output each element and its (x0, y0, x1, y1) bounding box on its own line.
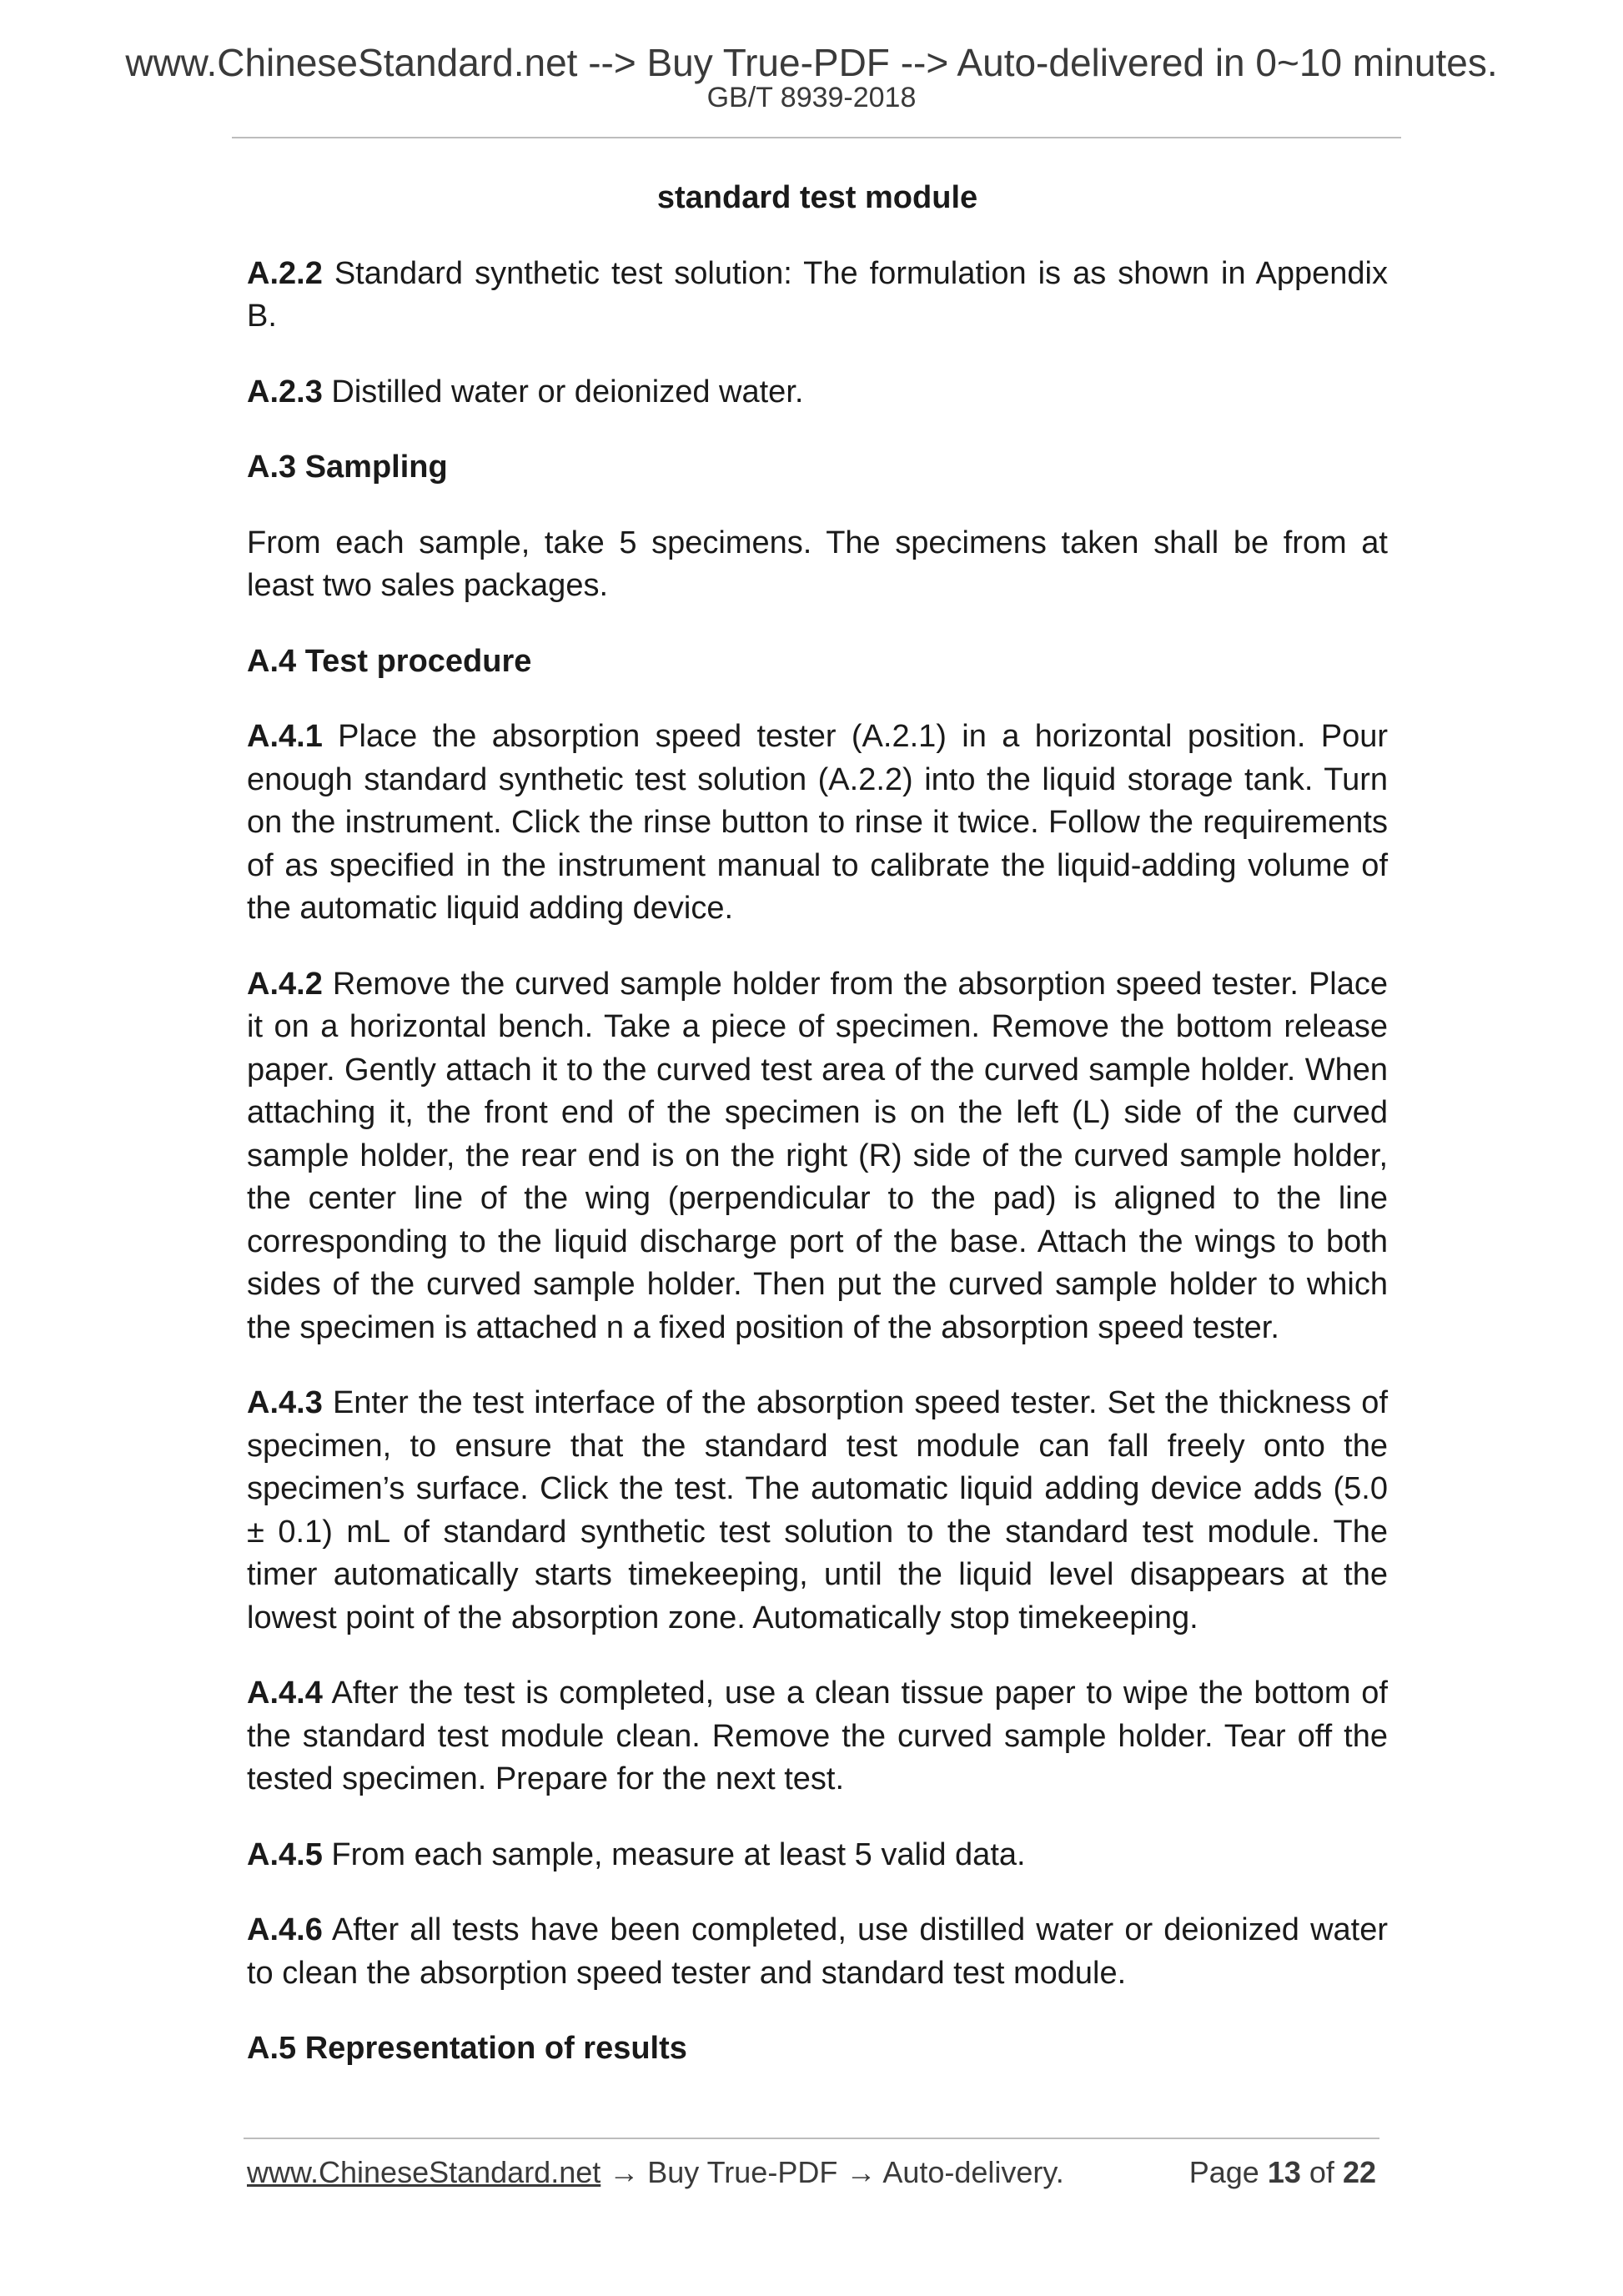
document-body (247, 177, 1388, 2103)
footer-site-link[interactable]: www.ChineseStandard.net (247, 2155, 601, 2189)
clause-number: A.2.3 (247, 374, 323, 409)
clause-number: A.2.2 (247, 255, 323, 291)
footer-divider (244, 2138, 1379, 2139)
standard-code: GB/T 8939-2018 (706, 82, 917, 113)
sampling-paragraph: From each sample, take 5 specimens. The specimens taken shall be from at least two sales packages. (247, 525, 1388, 603)
clause-number: A.4.6 (247, 1912, 323, 1947)
section-heading-test-procedure: A.4 Test procedure (247, 643, 532, 679)
clause-number: A.4.3 (247, 1385, 323, 1420)
clause-text: Enter the test interface of the absorption speed tester. Set the thickness of specimen, to ensure that the standard test module can fall freely onto the specimen’s surface. Click the test. The automatic liquid adding device adds (5.0 ± 0.1) mL of standard synthetic test solution to the standard test module. The timer automatically starts timekeeping, until the liquid level disappears at the lowest point of the absorption zone. Automatically stop timekeeping. (247, 1385, 1388, 1635)
footer-promo (247, 2155, 1064, 2190)
clause-a-2-3 (247, 371, 1388, 414)
clause-text: Remove the curved sample holder from the absorption speed tester. Place it on a horizontal bench. Take a piece of specimen. Remove the bottom release paper. Gently attach it to the curved test area of the curved sample holder. When attaching it, the front end of the specimen is on the left (L) side of the curved sample holder, the rear end is on the right (R) side of the curved sample holder, the center line of the wing (perpendicular to the pad) is aligned to the line corresponding to the liquid discharge port of the base. Attach the wings to both sides of the curved sample holder. Then put the curved sample holder to which the specimen is attached n a fixed position of the absorption speed tester. (247, 966, 1388, 1345)
clause-number: A.4.1 (247, 719, 323, 754)
footer-promo-text: → Buy True-PDF → Auto-delivery. (600, 2155, 1064, 2189)
continued-title: standard test module (656, 180, 978, 215)
clause-number: A.4.5 (247, 1836, 323, 1872)
clause-a-4-6 (247, 1909, 1388, 1995)
page-of-label: of (1309, 2155, 1334, 2189)
clause-a-4-4 (247, 1672, 1388, 1801)
clause-number: A.4.2 (247, 966, 323, 1002)
page-total: 22 (1342, 2155, 1376, 2189)
clause-a-4-1 (247, 716, 1388, 931)
clause-a-4-5 (247, 1834, 1388, 1877)
clause-text: Place the absorption speed tester (A.2.1) in a horizontal position. Pour enough standard synthetic test solution (A.2.2) into the liquid storage tank. Turn on the instrument. Click the rinse button to rinse it twice. Follow the requirements of as specified in the instrument manual to calibrate the liquid-adding volume of the automatic liquid adding device. (247, 719, 1388, 926)
clause-text: Standard synthetic test solution: The formulation is as shown in Appendix B. (247, 255, 1388, 334)
header-divider (232, 137, 1401, 138)
clause-text: After the test is completed, use a clean tissue paper to wipe the bottom of the standard test module clean. Remove the curved sample holder. Tear off the tested specimen. Prepare for the next test. (247, 1676, 1388, 1796)
page-number (1189, 2155, 1376, 2190)
section-heading-sampling: A.3 Sampling (247, 450, 448, 485)
clause-text: Distilled water or deionized water. (322, 374, 804, 409)
top-banner: www.ChineseStandard.net --> Buy True-PDF --> Auto-delivered in 0~10 minutes. (125, 41, 1498, 84)
section-heading-results: A.5 Representation of results (247, 2031, 687, 2066)
clause-a-4-2 (247, 963, 1388, 1350)
clause-text: From each sample, measure at least 5 valid data. (322, 1836, 1026, 1872)
clause-text: After all tests have been completed, use distilled water or deionized water to clean the absorption speed tester and standard test module. (247, 1912, 1388, 1991)
page-current: 13 (1267, 2155, 1301, 2189)
page-label: Page (1188, 2155, 1259, 2189)
clause-number: A.4.4 (247, 1676, 323, 1711)
clause-a-2-2 (247, 253, 1388, 339)
clause-a-4-3 (247, 1382, 1388, 1640)
